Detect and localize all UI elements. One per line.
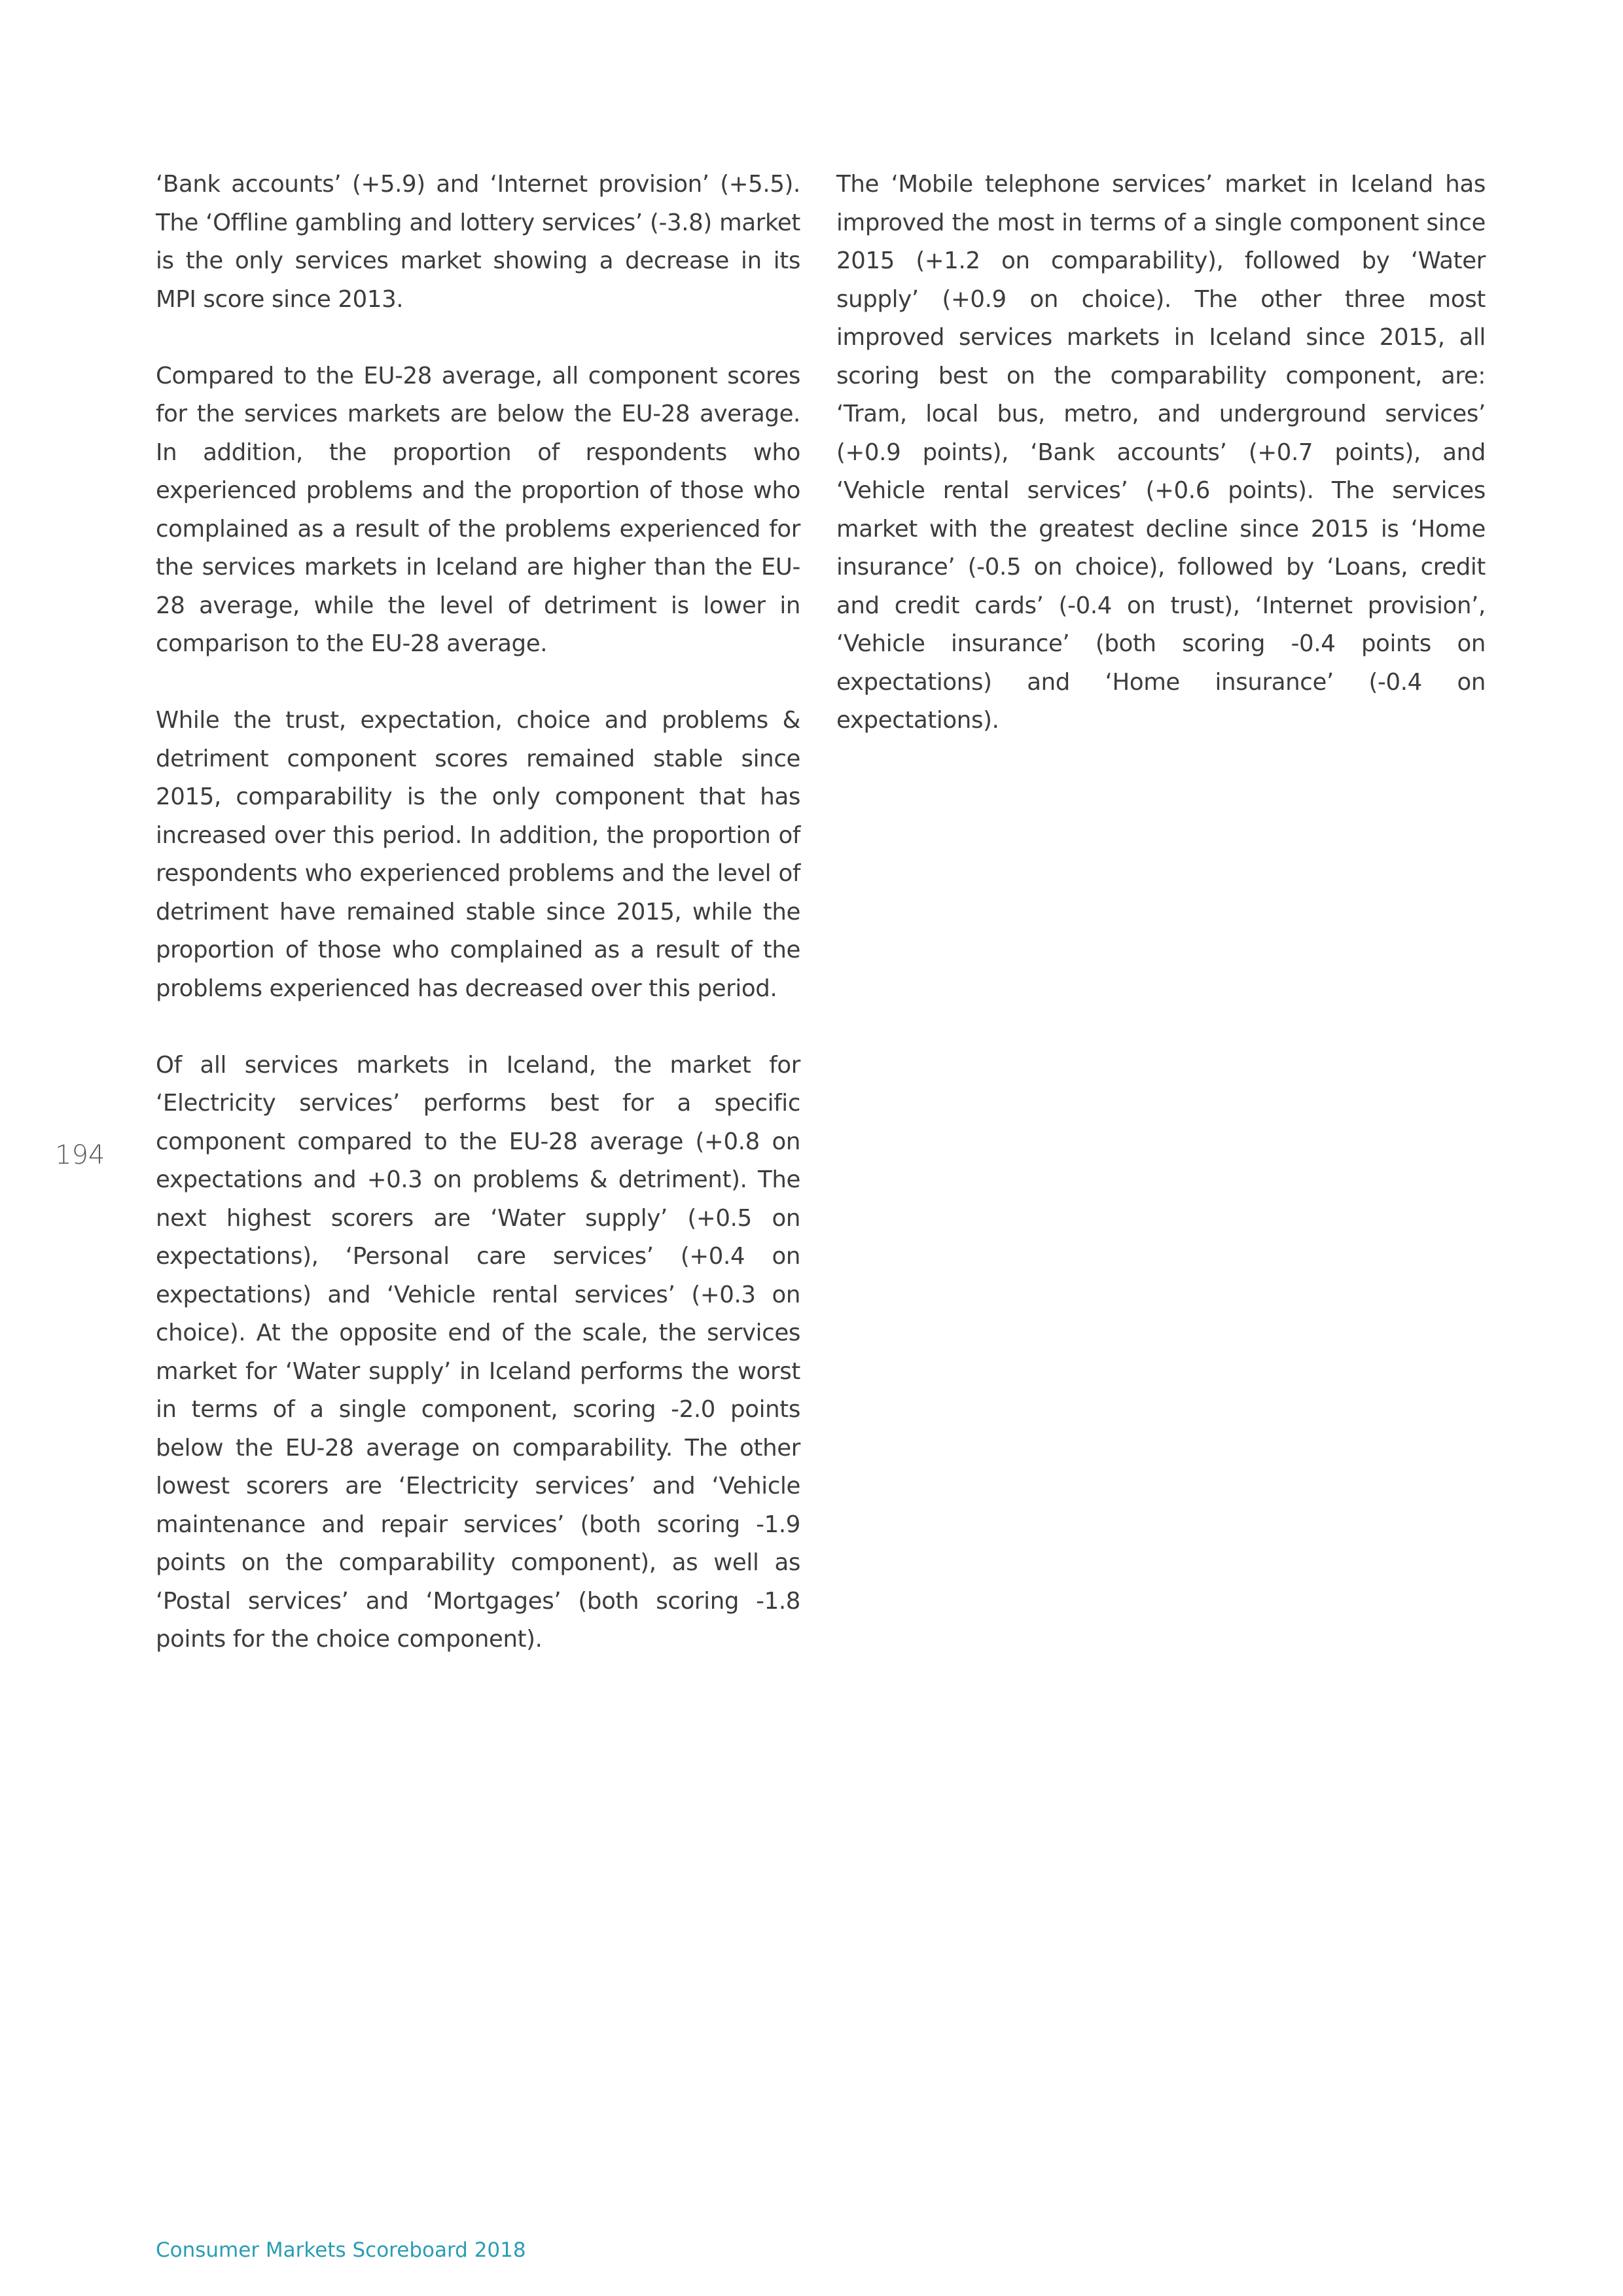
right-text-column: [836, 166, 1486, 740]
left-text-column: [156, 166, 800, 1659]
paragraph: The ‘Mobile telephone services’ market in Iceland has improved the most in terms of a single component since 2015 (+1.2 on comparability), followed by ‘Water supply’ (+0.9 on choice). The other three most improved services markets in Iceland since 2015, all scoring best on the comparability component, are: ‘Tram, local bus, metro, and underground services’ (+0.9 points), ‘Bank accounts’ (+0.7 points), and ‘Vehicle rental services’ (+0.6 points). The services market with the greatest decline since 2015 is ‘Home insurance’ (-0.5 on choice), followed by ‘Loans, credit and credit cards’ (-0.4 on trust), ‘Internet provision’, ‘Vehicle insurance’ (both scoring -0.4 points on expectations) and ‘Home insurance’ (-0.4 on expectations).: [836, 171, 1486, 734]
paragraph: While the trust, expectation, choice and problems & detriment component scores remained stable since 2015, comparability is the only component that has increased over this period. In addition, the proportion of respondents who experienced problems and the level of detriment have remained stable since 2015, while the proportion of those who complained as a result of the problems experienced has decreased over this period.: [156, 707, 800, 1002]
page-number: 194: [55, 1140, 105, 1170]
footer-title: Consumer Markets Scoreboard 2018: [156, 2238, 526, 2262]
paragraph: Compared to the EU-28 average, all component scores for the services markets are below the EU-28 average. In addition, the proportion of respondents who experienced problems and the proportion of those who complained as a result of the problems experienced for the services markets in Iceland are higher than the EU-28 average, while the level of detriment is lower in comparison to the EU-28 average.: [156, 362, 800, 657]
paragraph: Of all services markets in Iceland, the market for ‘Electricity services’ performs best for a specific component compared to the EU-28 average (+0.8 on expectations and +0.3 on problems & detriment). The next highest scorers are ‘Water supply’ (+0.5 on expectations), ‘Personal care services’ (+0.4 on expectations) and ‘Vehicle rental services’ (+0.3 on choice). At the opposite end of the scale, the services market for ‘Water supply’ in Iceland performs the worst in terms of a single component, scoring -2.0 points below the EU-28 average on comparability. The other lowest scorers are ‘Electricity services’ and ‘Vehicle maintenance and repair services’ (both scoring -1.9 points on the comparability component), as well as ‘Postal services’ and ‘Mortgages’ (both scoring -1.8 points for the choice component).: [156, 1051, 800, 1653]
paragraph: ‘Bank accounts’ (+5.9) and ‘Internet provision’ (+5.5). The ‘Offline gambling and lottery services’ (-3.8) market is the only services market showing a decrease in its MPI score since 2013.: [156, 171, 800, 313]
